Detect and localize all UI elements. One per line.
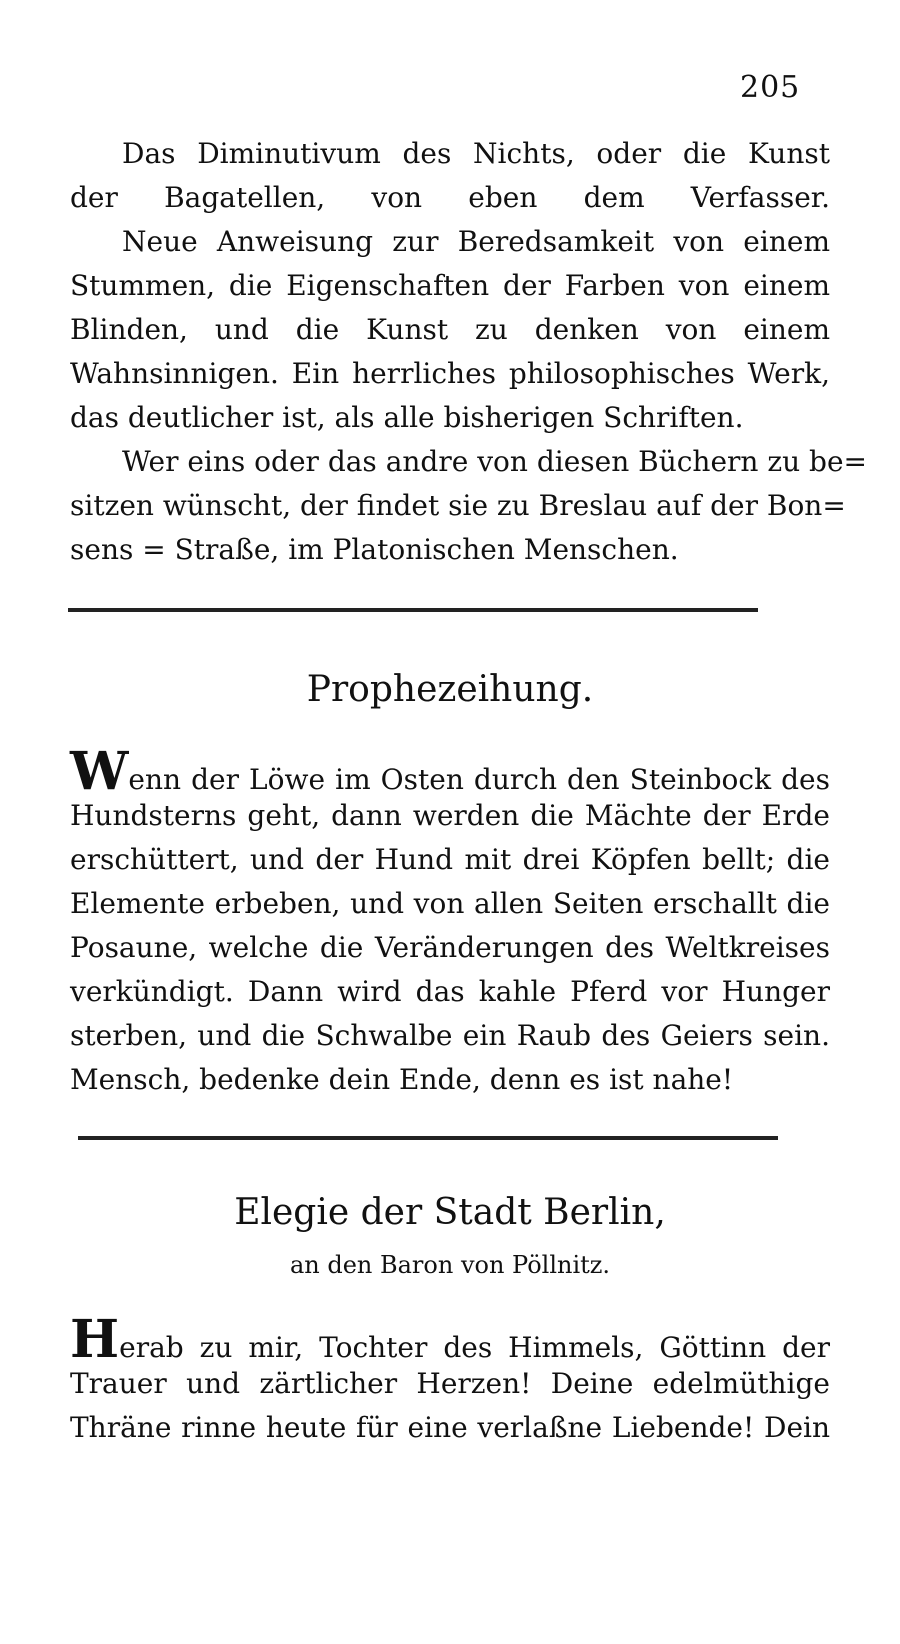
text-line-rest: erab zu mir, Tochter des Himmels, Göttinn der: [119, 1331, 830, 1364]
text-line: Hundsterns geht, dann werden die Mächte der Erde: [70, 799, 830, 832]
section-divider: [78, 1136, 778, 1140]
section-divider: [68, 608, 758, 612]
text-line: Elemente erbeben, und von allen Seiten erschallt die: [70, 887, 830, 920]
text-line: Thräne rinne heute für eine verlaßne Liebende! Dein: [70, 1411, 830, 1444]
text-line: sitzen wünscht, der findet sie zu Breslau auf der Bon=: [70, 489, 846, 522]
text-line: Das Diminutivum des Nichts, oder die Kunst: [122, 137, 830, 170]
drop-initial: W: [70, 741, 129, 802]
text-line: der Bagatellen, von eben dem Verfasser.: [70, 181, 830, 214]
text-line: sens = Straße, im Platonischen Menschen.: [70, 533, 679, 566]
text-line: sterben, und die Schwalbe ein Raub des Geiers sein.: [70, 1019, 830, 1052]
text-line: Trauer und zärtlicher Herzen! Deine edelmüthige: [70, 1367, 830, 1400]
text-line-rest: enn der Löwe im Osten durch den Steinbock des: [128, 763, 830, 796]
text-line: das deutlicher ist, als alle bisherigen Schriften.: [70, 401, 744, 434]
text-line: verkündigt. Dann wird das kahle Pferd vor Hunger: [70, 975, 830, 1008]
section-subtitle: an den Baron von Pöllnitz.: [289, 1251, 611, 1279]
text-line: Stummen, die Eigenschaften der Farben von einem: [70, 269, 830, 302]
text-line: Neue Anweisung zur Beredsamkeit von einem: [122, 225, 830, 258]
section-title-elegy: Elegie der Stadt Berlin,: [234, 1192, 666, 1233]
text-line: Wer eins oder das andre von diesen Büchern zu be=: [122, 445, 867, 478]
drop-initial: H: [70, 1309, 120, 1370]
page-number: 205: [740, 70, 801, 105]
text-line: Posaune, welche die Veränderungen des Weltkreises: [70, 931, 830, 964]
text-line: Mensch, bedenke dein Ende, denn es ist nahe!: [70, 1063, 734, 1096]
text-line: Wahnsinnigen. Ein herrliches philosophisches Werk,: [70, 357, 830, 390]
section-title-prophecy: Prophezeihung.: [306, 669, 594, 710]
text-line: erschüttert, und der Hund mit drei Köpfen bellt; die: [70, 843, 830, 876]
text-line: Blinden, und die Kunst zu denken von einem: [70, 313, 830, 346]
